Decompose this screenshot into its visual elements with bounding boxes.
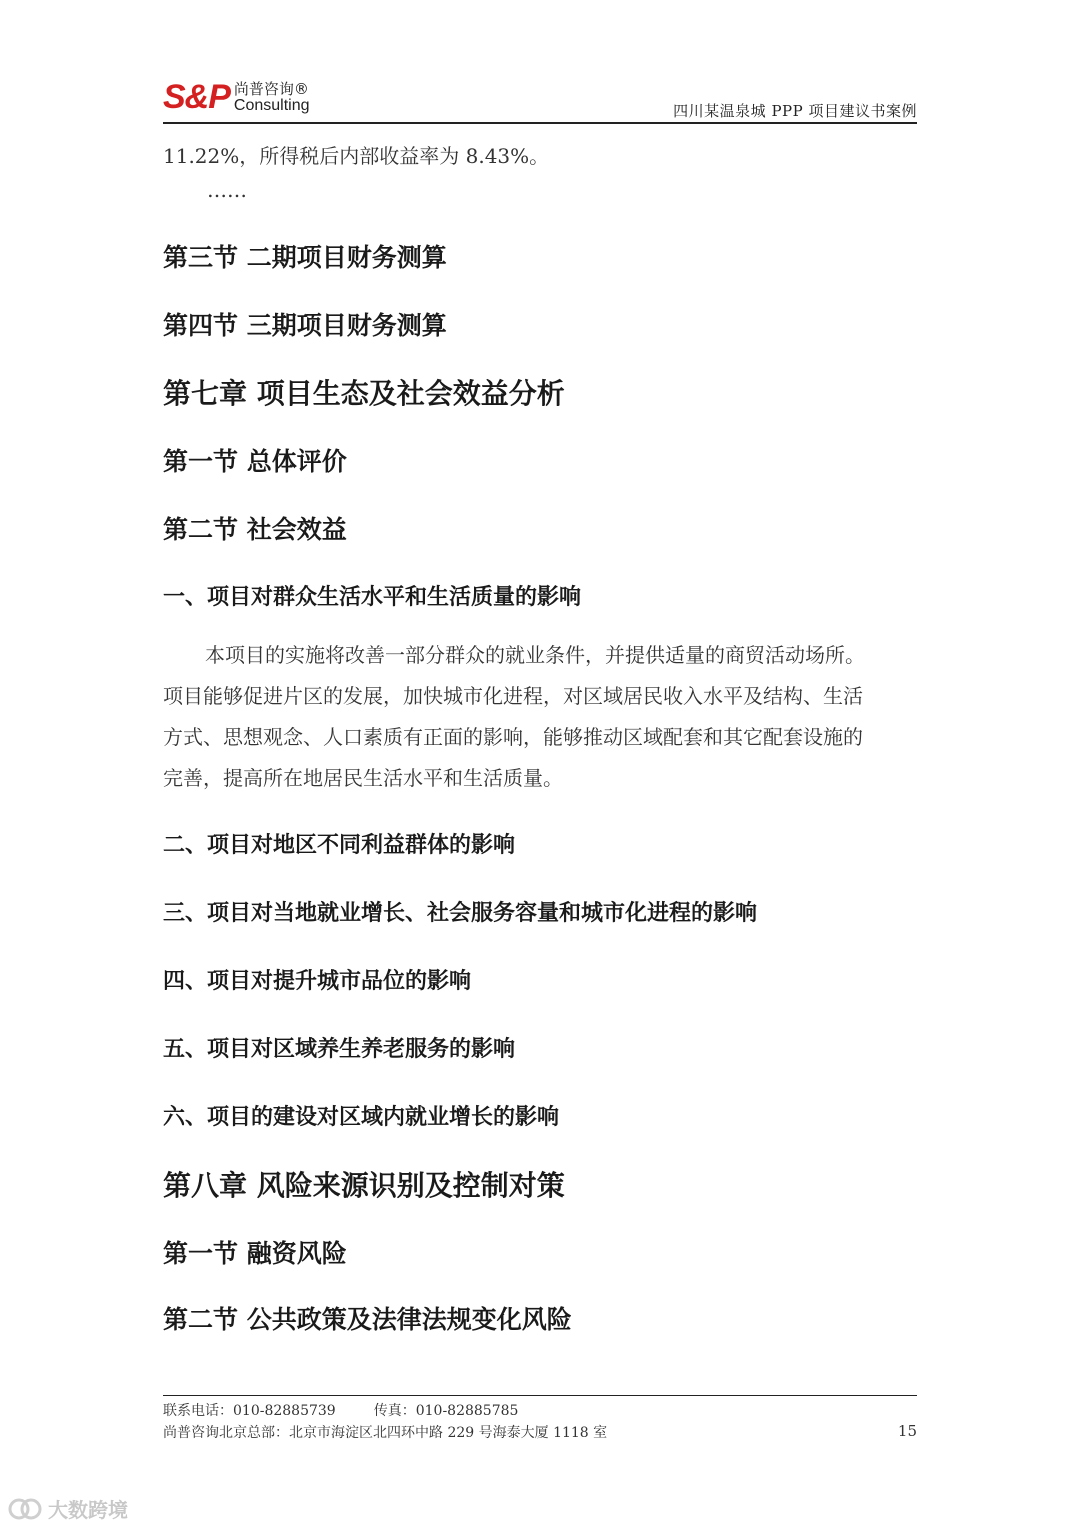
- section-heading: 第三节 二期项目财务测算: [163, 243, 447, 272]
- section-heading: 第一节 融资风险: [163, 1239, 347, 1268]
- office-address: 尚普咨询北京总部：北京市海淀区北四环中路 229 号海泰大厦 1118 室: [163, 1425, 608, 1441]
- header-divider: [163, 122, 917, 124]
- fax-number: 传真：010-82885785: [373, 1403, 519, 1419]
- page-header: [163, 72, 917, 124]
- section-heading: 第一节 总体评价: [163, 447, 347, 476]
- logo-mark: S&P: [163, 78, 230, 116]
- paragraph-line: 本项目的实施将改善一部分群众的就业条件，并提供适量的商贸活动场所。: [205, 643, 865, 667]
- logo-english-name: Consulting: [233, 97, 310, 114]
- subsection-heading: 一、项目对群众生活水平和生活质量的影响: [163, 584, 582, 610]
- ellipsis: ……: [207, 178, 247, 202]
- subsection-heading: 四、项目对提升城市品位的影响: [163, 968, 472, 994]
- page-number: 15: [897, 1422, 917, 1440]
- document-title: 四川某温泉城 PPP 项目建议书案例: [673, 102, 917, 120]
- contact-line: [163, 1400, 518, 1420]
- watermark: [8, 1494, 128, 1523]
- footer-divider: [163, 1395, 917, 1396]
- section-heading: 第二节 公共政策及法律法规变化风险: [163, 1305, 572, 1334]
- subsection-heading: 五、项目对区域养生养老服务的影响: [163, 1036, 516, 1062]
- chapter-heading: 第八章 风险来源识别及控制对策: [163, 1169, 565, 1202]
- body-paragraph: [163, 635, 917, 799]
- chapter-heading: 第七章 项目生态及社会效益分析: [163, 377, 565, 410]
- watermark-logo-icon: [8, 1496, 42, 1522]
- subsection-heading: 三、项目对当地就业增长、社会服务容量和城市化进程的影响: [163, 900, 758, 926]
- page-footer: [163, 1395, 917, 1445]
- subsection-heading: 六、项目的建设对区域内就业增长的影响: [163, 1104, 560, 1130]
- phone-number: 联系电话：010-82885739: [163, 1403, 336, 1419]
- paragraph-line: 项目能够促进片区的发展，加快城市化进程，对区域居民收入水平及结构、生活: [163, 684, 863, 708]
- logo-chinese-name: 尚普咨询®: [233, 80, 309, 98]
- paragraph-line: 完善，提高所在地居民生活水平和生活质量。: [163, 766, 563, 790]
- paragraph-line: 方式、思想观念、人口素质有正面的影响，能够推动区域配套和其它配套设施的: [163, 725, 863, 749]
- continued-text: 11.22%，所得税后内部收益率为 8.43%。: [163, 144, 550, 168]
- watermark-text: 大数跨境: [48, 1498, 128, 1522]
- subsection-heading: 二、项目对地区不同利益群体的影响: [163, 832, 516, 858]
- section-heading: 第四节 三期项目财务测算: [163, 311, 447, 340]
- section-heading: 第二节 社会效益: [163, 515, 347, 544]
- company-logo: [163, 80, 310, 114]
